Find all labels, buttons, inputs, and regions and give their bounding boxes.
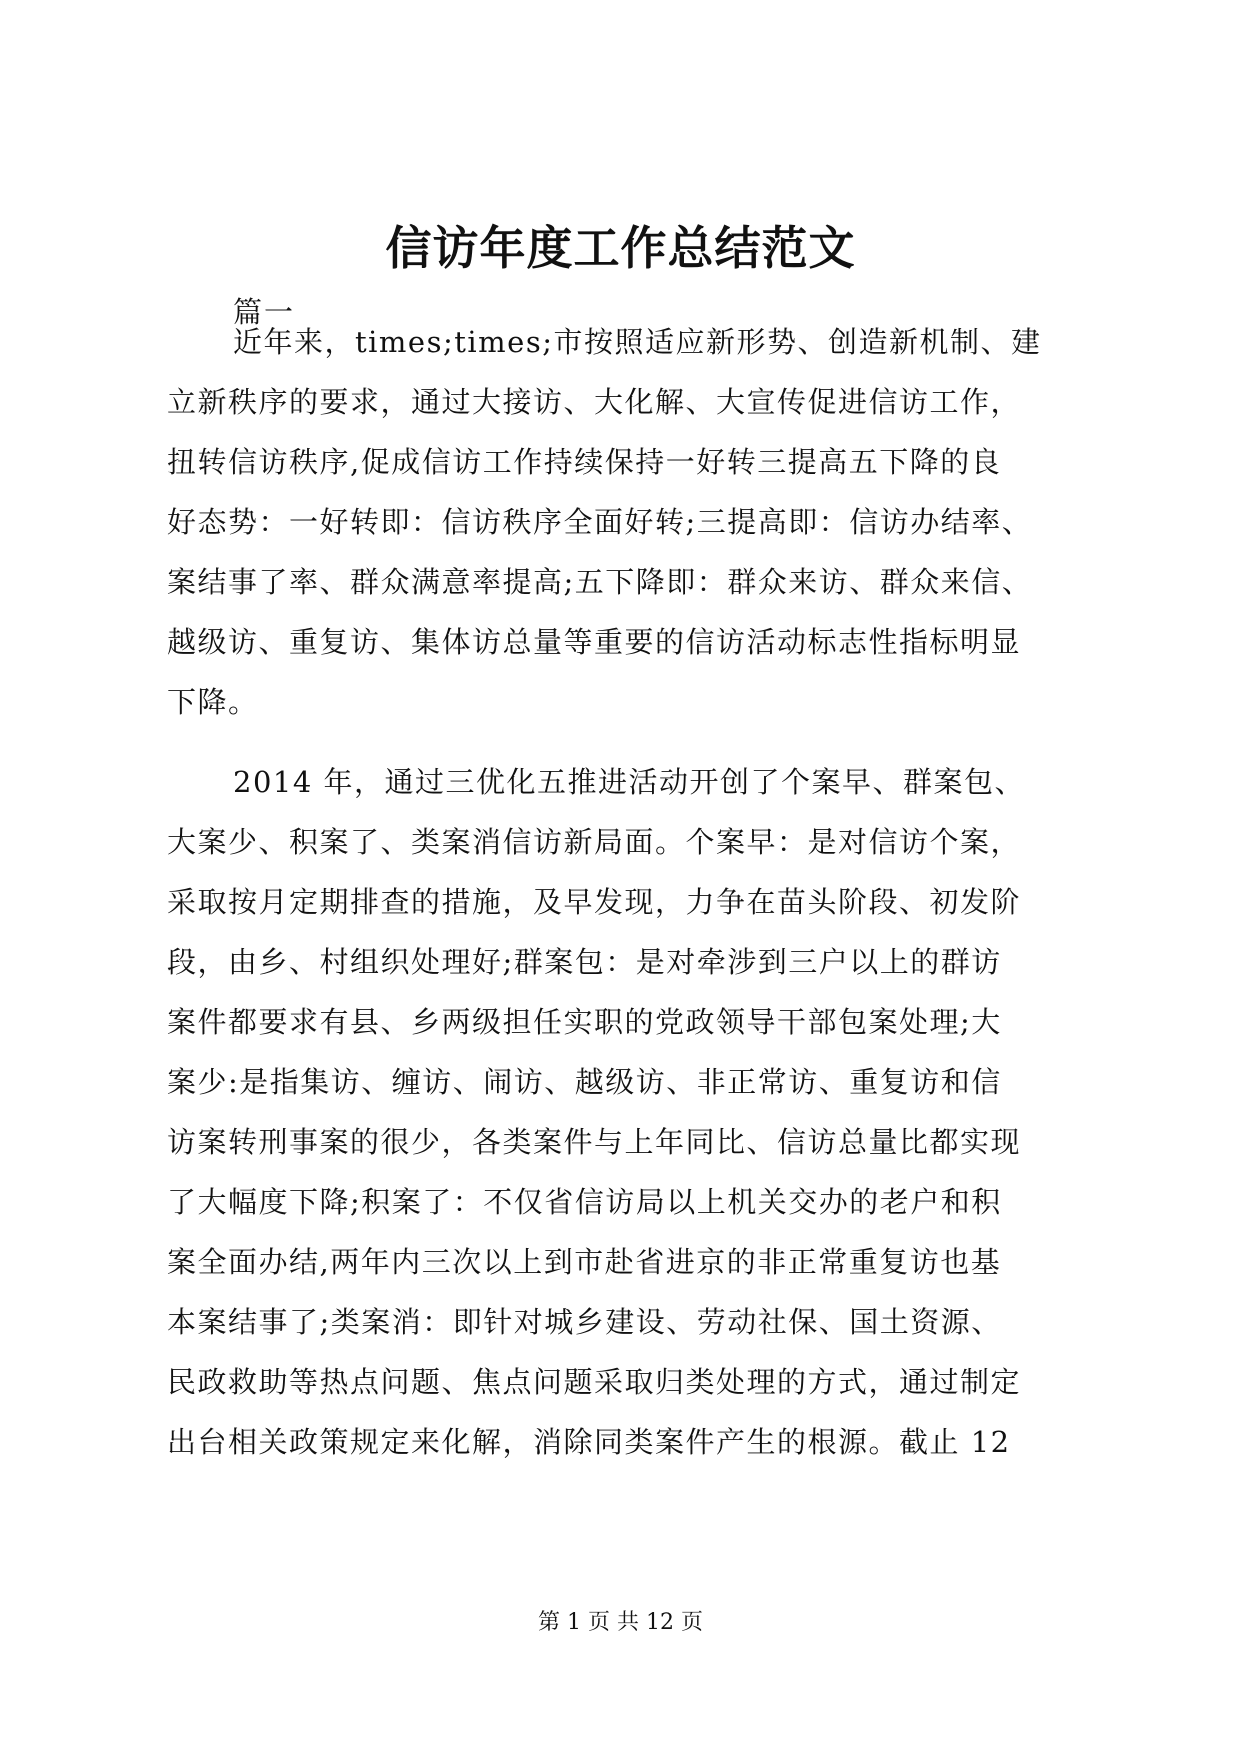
body-line: 民政救助等热点问题、焦点问题采取归类处理的方式，通过制定 [167, 1365, 1022, 1399]
body-line: 本案结事了;类案消：即针对城乡建设、劳动社保、国土资源、 [167, 1305, 1002, 1339]
body-line: 好态势：一好转即：信访秩序全面好转;三提高即：信访办结率、 [167, 505, 1033, 539]
body-line: 大案少、积案了、类案消信访新局面。个案早：是对信访个案， [167, 825, 1022, 859]
section-label: 篇一 [233, 295, 296, 329]
body-line: 2014 年，通过三优化五推进活动开创了个案早、群案包、 [233, 765, 1026, 799]
body-line: 下降。 [167, 685, 259, 719]
body-line: 案少:是指集访、缠访、闹访、越级访、非正常访、重复访和信 [167, 1065, 1002, 1099]
body-line: 案结事了率、群众满意率提高;五下降即：群众来访、群众来信、 [167, 565, 1033, 599]
body-line: 案全面办结,两年内三次以上到市赴省进京的非正常重复访也基 [167, 1245, 1002, 1279]
body-line: 段，由乡、村组织处理好;群案包：是对牵涉到三户以上的群访 [167, 945, 1002, 979]
body-line: 出台相关政策规定来化解，消除同类案件产生的根源。截止 12 [167, 1425, 1011, 1459]
body-line: 访案转刑事案的很少，各类案件与上年同比、信访总量比都实现 [167, 1125, 1022, 1159]
body-line: 了大幅度下降;积案了：不仅省信访局以上机关交办的老户和积 [167, 1185, 1002, 1219]
body-line: 近年来，times;times;市按照适应新形势、创造新机制、建 [233, 325, 1042, 359]
body-line: 越级访、重复访、集体访总量等重要的信访活动标志性指标明显 [167, 625, 1022, 659]
document-title: 信访年度工作总结范文 [385, 221, 856, 275]
body-line: 扭转信访秩序,促成信访工作持续保持一好转三提高五下降的良 [167, 445, 1002, 479]
body-line: 案件都要求有县、乡两级担任实职的党政领导干部包案处理;大 [167, 1005, 1002, 1039]
page-footer: 第 1 页 共 12 页 [538, 1610, 703, 1635]
body-line: 立新秩序的要求，通过大接访、大化解、大宣传促进信访工作， [167, 385, 1022, 419]
body-line: 采取按月定期排查的措施，及早发现，力争在苗头阶段、初发阶 [167, 885, 1022, 919]
